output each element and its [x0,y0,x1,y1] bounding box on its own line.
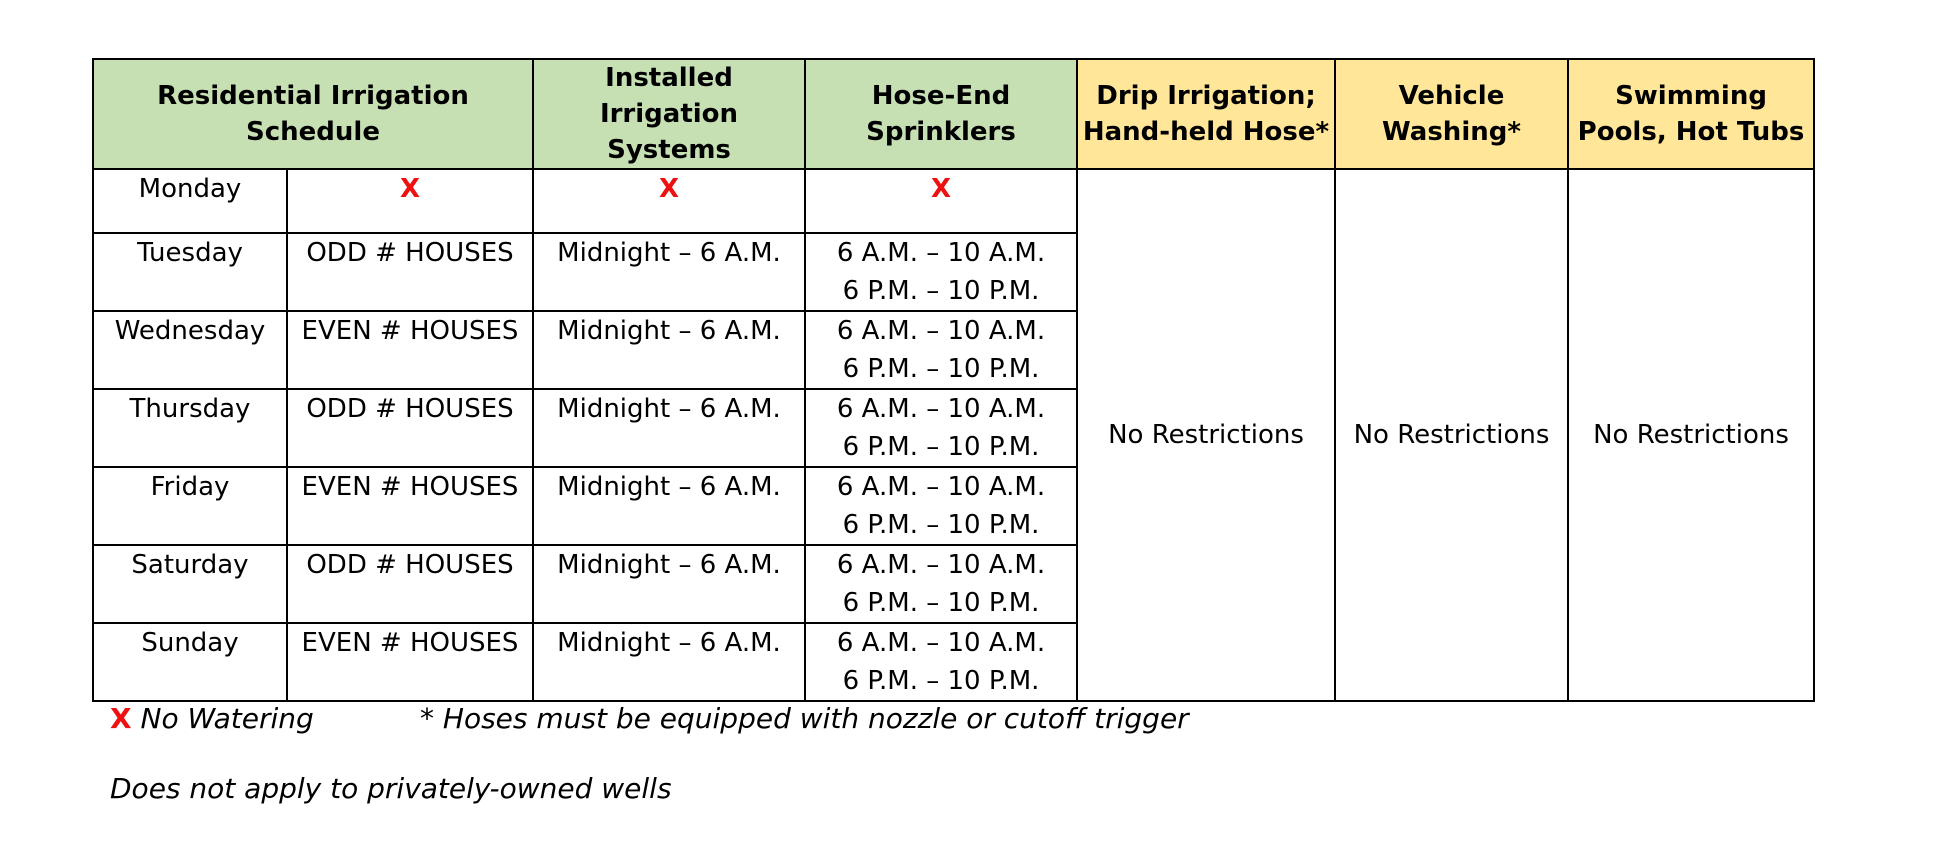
hose-end-cell [805,389,1077,467]
hose-end-evening: 6 P.M. – 10 P.M. [842,588,1040,618]
day-cell: Wednesday [93,311,287,389]
installed-cell: Midnight – 6 A.M. [533,389,805,467]
no-watering-mark: X [658,174,680,204]
hose-end-evening: 6 P.M. – 10 P.M. [842,276,1040,306]
header-pools [1568,59,1814,169]
header-vehicle-line1: Vehicle [1398,81,1505,111]
houses-cell: EVEN # HOUSES [287,467,533,545]
footnote-hoses: * Hoses must be equipped with nozzle or cutoff trigger [420,702,1189,735]
day-cell: Monday [93,169,287,233]
legend-no-watering-text: No Watering [140,702,314,735]
header-pools-line1: Swimming [1615,81,1767,111]
hose-end-cell [805,545,1077,623]
irrigation-schedule-table [92,58,1815,702]
hose-end-evening: 6 P.M. – 10 P.M. [842,666,1040,696]
hose-end-evening: 6 P.M. – 10 P.M. [842,432,1040,462]
hose-end-cell [805,467,1077,545]
header-vehicle [1335,59,1568,169]
header-hose-end-line2: Sprinklers [866,117,1016,147]
header-pools-line2: Pools, Hot Tubs [1577,117,1805,147]
hose-end-morning: 6 A.M. – 10 A.M. [836,550,1046,580]
pools-no-restrictions: No Restrictions [1568,169,1814,701]
houses-cell: EVEN # HOUSES [287,623,533,701]
header-installed [533,59,805,169]
day-cell: Thursday [93,389,287,467]
header-row [93,59,1814,169]
header-installed-line2: Irrigation Systems [599,99,739,165]
legend-x-mark: X [110,702,132,735]
hose-end-evening: 6 P.M. – 10 P.M. [842,510,1040,540]
houses-cell: EVEN # HOUSES [287,311,533,389]
hose-end-evening: 6 P.M. – 10 P.M. [842,354,1040,384]
installed-cell: Midnight – 6 A.M. [533,467,805,545]
hose-end-morning: 6 A.M. – 10 A.M. [836,394,1046,424]
header-hose-end-line1: Hose-End [871,81,1011,111]
header-drip [1077,59,1335,169]
header-hose-end [805,59,1077,169]
no-watering-mark: X [399,174,421,204]
header-schedule: Residential Irrigation Schedule [93,59,533,169]
day-cell: Friday [93,467,287,545]
houses-cell: ODD # HOUSES [287,389,533,467]
table-row-monday [93,169,1814,233]
installed-cell: Midnight – 6 A.M. [533,233,805,311]
houses-cell: ODD # HOUSES [287,233,533,311]
drip-no-restrictions: No Restrictions [1077,169,1335,701]
header-drip-line1: Drip Irrigation; [1096,81,1316,111]
hose-end-cell [805,311,1077,389]
hose-end-cell [805,623,1077,701]
hose-end-morning: 6 A.M. – 10 A.M. [836,628,1046,658]
no-watering-mark: X [930,174,952,204]
installed-cell [533,169,805,233]
day-cell: Saturday [93,545,287,623]
hose-end-morning: 6 A.M. – 10 A.M. [836,238,1046,268]
hose-end-morning: 6 A.M. – 10 A.M. [836,316,1046,346]
hose-end-morning: 6 A.M. – 10 A.M. [836,472,1046,502]
hose-end-cell [805,233,1077,311]
houses-cell: ODD # HOUSES [287,545,533,623]
header-vehicle-line2: Washing* [1382,117,1521,147]
legend-no-watering [110,702,314,735]
installed-cell: Midnight – 6 A.M. [533,545,805,623]
hose-end-cell [805,169,1077,233]
installed-cell: Midnight – 6 A.M. [533,311,805,389]
footnote-wells: Does not apply to privately-owned wells [110,772,672,805]
header-installed-line1: Installed [605,63,733,93]
vehicle-no-restrictions: No Restrictions [1335,169,1568,701]
houses-cell [287,169,533,233]
installed-cell: Midnight – 6 A.M. [533,623,805,701]
day-cell: Tuesday [93,233,287,311]
day-cell: Sunday [93,623,287,701]
header-drip-line2: Hand-held Hose* [1082,117,1330,147]
